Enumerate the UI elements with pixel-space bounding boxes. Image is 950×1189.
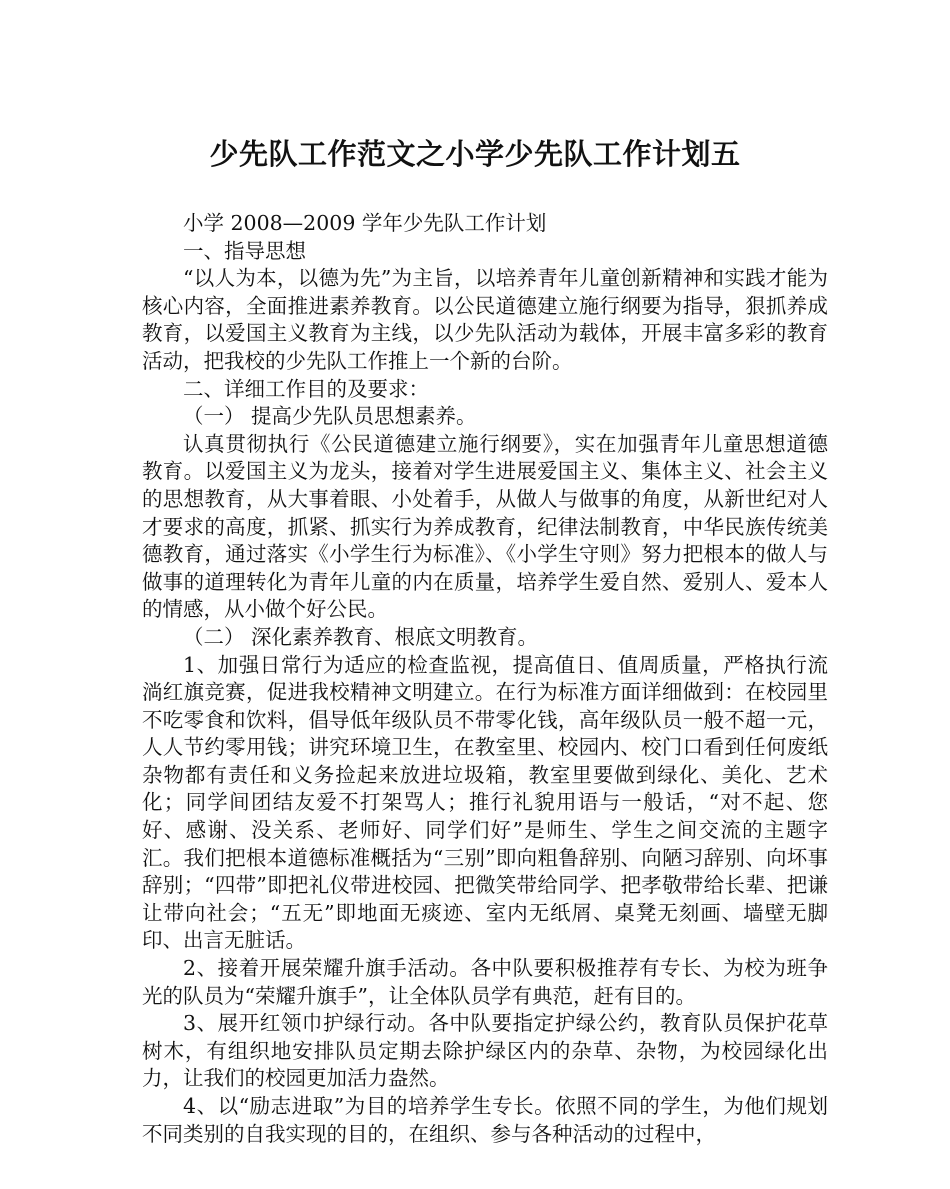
item-4-paragraph: 4、以“励志进取”为目的培养学生专长。依照不同的学生，为他们规划不同类别的自我实现的目的，在组织、参与各种活动的过程中，	[142, 1094, 828, 1146]
item-2-paragraph: 2、接着开展荣耀升旗手活动。各中队要积极推荐有专长、为校为班争光的队员为“荣耀升旗手”，让全体队员学有典范，赶有目的。	[142, 956, 828, 1008]
subsection-heading-2: （二） 深化素养教育、根底文明教育。	[183, 624, 539, 649]
section-heading-guiding-thought: 一、指导思想	[183, 238, 306, 263]
subsection-heading-1: （一） 提高少先队员思想素养。	[183, 404, 477, 429]
document-body	[142, 210, 828, 1148]
plan-heading: 小学 2008—2009 学年少先队工作计划	[183, 211, 547, 235]
guiding-thought-paragraph: “以人为本，以德为先”为主旨，以培养青年儿童创新精神和实践才能为核心内容，全面推进素养教育。以公民道德建立施行纲要为指导，狠抓养成教育，以爱国主义教育为主线，以少先队活动为载体，开展丰富多彩的教育活动，把我校的少先队工作推上一个新的台阶。	[142, 266, 828, 373]
section-heading-goals: 二、详细工作目的及要求：	[183, 376, 429, 401]
item-3-paragraph: 3、展开红领巾护绿行动。各中队要指定护绿公约，教育队员保护花草树木，有组织地安排队员定期去除护绿区内的杂草、杂物，为校园绿化出力，让我们的校园更加活力盎然。	[142, 1011, 828, 1091]
subsection-1-paragraph: 认真贯彻执行《公民道德建立施行纲要》，实在加强青年儿童思想道德教育。以爱国主义为龙头，接着对学生进展爱国主义、集体主义、社会主义的思想教育，从大事着眼、小处着手，从做人与做事的角度，从新世纪对人才要求的高度，抓紧、抓实行为养成教育，纪律法制教育，中华民族传统美德教育，通过落实《小学生行为标准》、《小学生守则》努力把根本的做人与做事的道理转化为青年儿童的内在质量，培养学生爱自然、爱别人、爱本人的情感，从小做个好公民。	[142, 431, 828, 622]
document-title: 少先队工作范文之小学少先队工作计划五	[209, 137, 741, 171]
item-1-paragraph: 1、加强日常行为适应的检查监视，提高值日、值周质量，严格执行流淌红旗竞赛，促进我校精神文明建立。在行为标准方面详细做到：在校园里不吃零食和饮料，倡导低年级队员不带零化钱，高年级队员一般不超一元，人人节约零用钱；讲究环境卫生，在教室里、校园内、校门口看到任何废纸杂物都有责任和义务捡起来放进垃圾箱，教室里要做到绿化、美化、艺术化；同学间团结友爱不打架骂人；推行礼貌用语与一般话，“对不起、您好、感谢、没关系、老师好、同学们好”是师生、学生之间交流的主题字汇。我们把根本道德标准概括为“三别”即向粗鲁辞别、向陋习辞别、向坏事辞别；“四带”即把礼仪带进校园、把微笑带给同学、把孝敬带给长辈、把谦让带向社会；“五无”即地面无痰迹、室内无纸屑、桌凳无刻画、墙壁无脚印、出言无脏话。	[142, 652, 828, 953]
